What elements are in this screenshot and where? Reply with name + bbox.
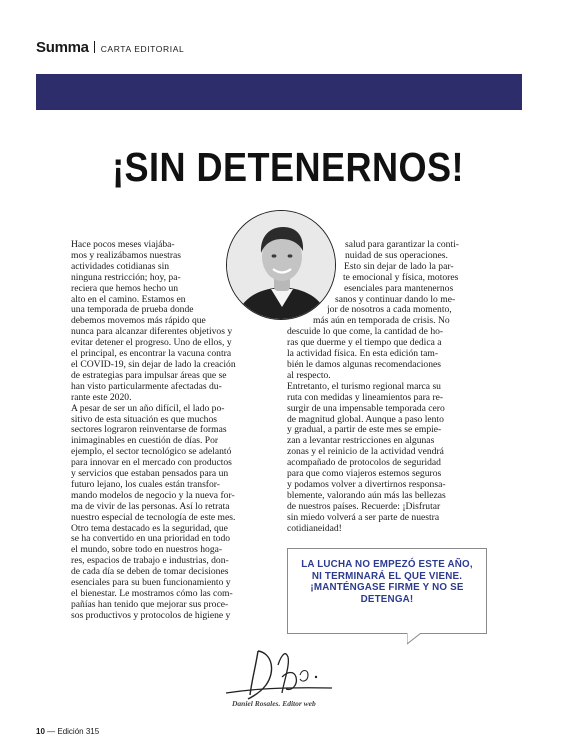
- text-line: acompañado de protocolos de seguridad: [287, 458, 441, 469]
- text-line: y podamos volver a divertirnos responsa-: [287, 479, 446, 490]
- text-line: res, espacios de trabajo e industrias, don-: [71, 556, 229, 567]
- text-line: futuro lejano, los cuales están transfor-: [71, 479, 220, 490]
- text-line: el COVID-19, sin dejar de lado la creación: [71, 359, 236, 370]
- signature-caption: Daniel Rosales. Editor web: [232, 699, 316, 708]
- text-line: descuide lo que come, la cantidad de ho-: [287, 327, 444, 338]
- text-line: una temporada de prueba donde: [71, 305, 194, 316]
- text-line: salud para garantizar la conti-: [345, 240, 460, 250]
- text-line: Hace pocos meses viajába-: [71, 240, 175, 250]
- text-line: para innovar en el mercado con productos: [71, 458, 232, 469]
- text-line: zan a levantar restricciones en algunas: [287, 436, 435, 447]
- text-line: ninguna restricción; hoy, pa-: [71, 272, 181, 283]
- text-line: mos y realizábamos nuestras: [71, 250, 182, 261]
- header: [36, 39, 184, 55]
- text-line: blemente, valorando aún más las bellezas: [287, 490, 446, 501]
- text-line: surgir de una impensable temporada cero: [287, 403, 445, 414]
- text-line: jor de nosotros a cada momento,: [327, 305, 452, 316]
- text-line: sanos y continuar dando lo me-: [335, 294, 456, 305]
- text-line: el bienestar. Le mostramos cómo las com-: [71, 589, 233, 599]
- text-line: rante este 2020.: [71, 392, 132, 403]
- text-line: te emocional y física, motores: [343, 272, 459, 283]
- pull-quote-box: [287, 548, 487, 634]
- article-column-right: [287, 240, 487, 534]
- page-footer: [36, 727, 99, 736]
- text-line: reciera que hemos hecho un: [71, 283, 179, 294]
- text-line: Esto sin dejar de lado la par-: [344, 261, 454, 272]
- text-line: inimaginables en cuestión de días. Por: [71, 436, 219, 447]
- text-line: más aún en temporada de crisis. No: [313, 316, 450, 327]
- text-line: ma de vivir de las personas. Así lo retrata: [71, 501, 230, 512]
- text-line: esenciales para mantenernos: [344, 283, 454, 294]
- text-line: ejemplo, el sector tecnológico se adelantó: [71, 447, 232, 458]
- text-line: nunca para alcanzar diferentes objetivos y: [71, 327, 233, 338]
- header-band: [36, 74, 522, 110]
- text-line: de estrategias para impulsar áreas que se: [71, 370, 227, 381]
- text-line: ruta con medidas y lineamientos para re-: [287, 392, 444, 403]
- text-line: mando modelos de negocio y la nueva for-: [71, 490, 235, 501]
- quote-tail-icon: [407, 633, 423, 645]
- pull-quote-text: LA LUCHA NO EMPEZÓ ESTE AÑO, NI TERMINARÁ EL QUE VIENE. ¡MANTÉNGASE FIRME Y NO SE DETENGA!: [301, 559, 473, 605]
- text-line: y servicios que estaban pensados para un: [71, 469, 229, 480]
- text-line: sitivo de esta situación es que muchos: [71, 414, 218, 425]
- article-column-left: [71, 240, 278, 622]
- text-line: y gradual, a partir de este mes se empie-: [287, 425, 442, 436]
- text-line: pañías han tenido que mejorar sus proce-: [71, 599, 229, 610]
- text-line: han visto particularmente afectadas du-: [71, 381, 222, 392]
- text-line: debemos movemos más rápido que: [71, 316, 206, 327]
- text-line: sin miedo volverá a ser parte de nuestra: [287, 512, 440, 523]
- text-line: zonas y el reinicio de la actividad vendrá: [287, 447, 444, 458]
- text-line: de nuestros países. Recuerde: ¡Disfrutar: [287, 501, 441, 512]
- text-line: cotidianeidad!: [287, 523, 342, 534]
- text-line: el principal, es encontrar la vacuna contra: [71, 349, 232, 360]
- text-line: alto en el camino. Estamos en: [71, 294, 186, 305]
- text-line: se ha convertido en una prioridad en todo: [71, 534, 231, 545]
- text-line: esenciales para su buen funcionamiento y: [71, 578, 231, 589]
- text-line: el mundo, sobre todo en nuestros hoga-: [71, 545, 223, 556]
- text-line: sos productivos y protocolos de higiene y: [71, 610, 231, 621]
- text-line: Otro tema destacado es la seguridad, que: [71, 523, 228, 534]
- text-line: evitar detener el progreso. Uno de ellos, y: [71, 338, 232, 349]
- text-line: actividades cotidianas sin: [71, 261, 170, 272]
- text-line: de cada día se deben de tomar decisiones: [71, 567, 229, 578]
- edition-label: — Edición 315: [47, 727, 100, 736]
- text-line: sectores lograron reinventarse de formas: [71, 425, 227, 436]
- text-line: nuestro especial de tecnología de este mes.: [71, 512, 236, 523]
- text-line: la actividad física. En esta edición tam-: [287, 349, 439, 360]
- text-line: al respecto.: [287, 370, 331, 381]
- text-line: para que como viajeros estemos seguros: [287, 469, 442, 480]
- brand-logo: Summa: [36, 39, 89, 56]
- page-number: 10: [36, 727, 45, 736]
- page-title: ¡SIN DETENERNOS!: [112, 144, 464, 190]
- text-line: de magnitud global. Aunque a paso lento: [287, 414, 444, 425]
- text-line: nuidad de sus operaciones.: [345, 250, 448, 261]
- header-divider: [94, 41, 95, 53]
- section-label: CARTA EDITORIAL: [100, 44, 185, 54]
- text-line: ras que duerme y el tiempo que dedica a: [287, 338, 442, 349]
- text-line: bién le damos algunas recomendaciones: [287, 359, 441, 370]
- text-line: Entretanto, el turismo regional marca su: [287, 381, 441, 392]
- text-line: A pesar de ser un año difícil, el lado po-: [71, 403, 225, 414]
